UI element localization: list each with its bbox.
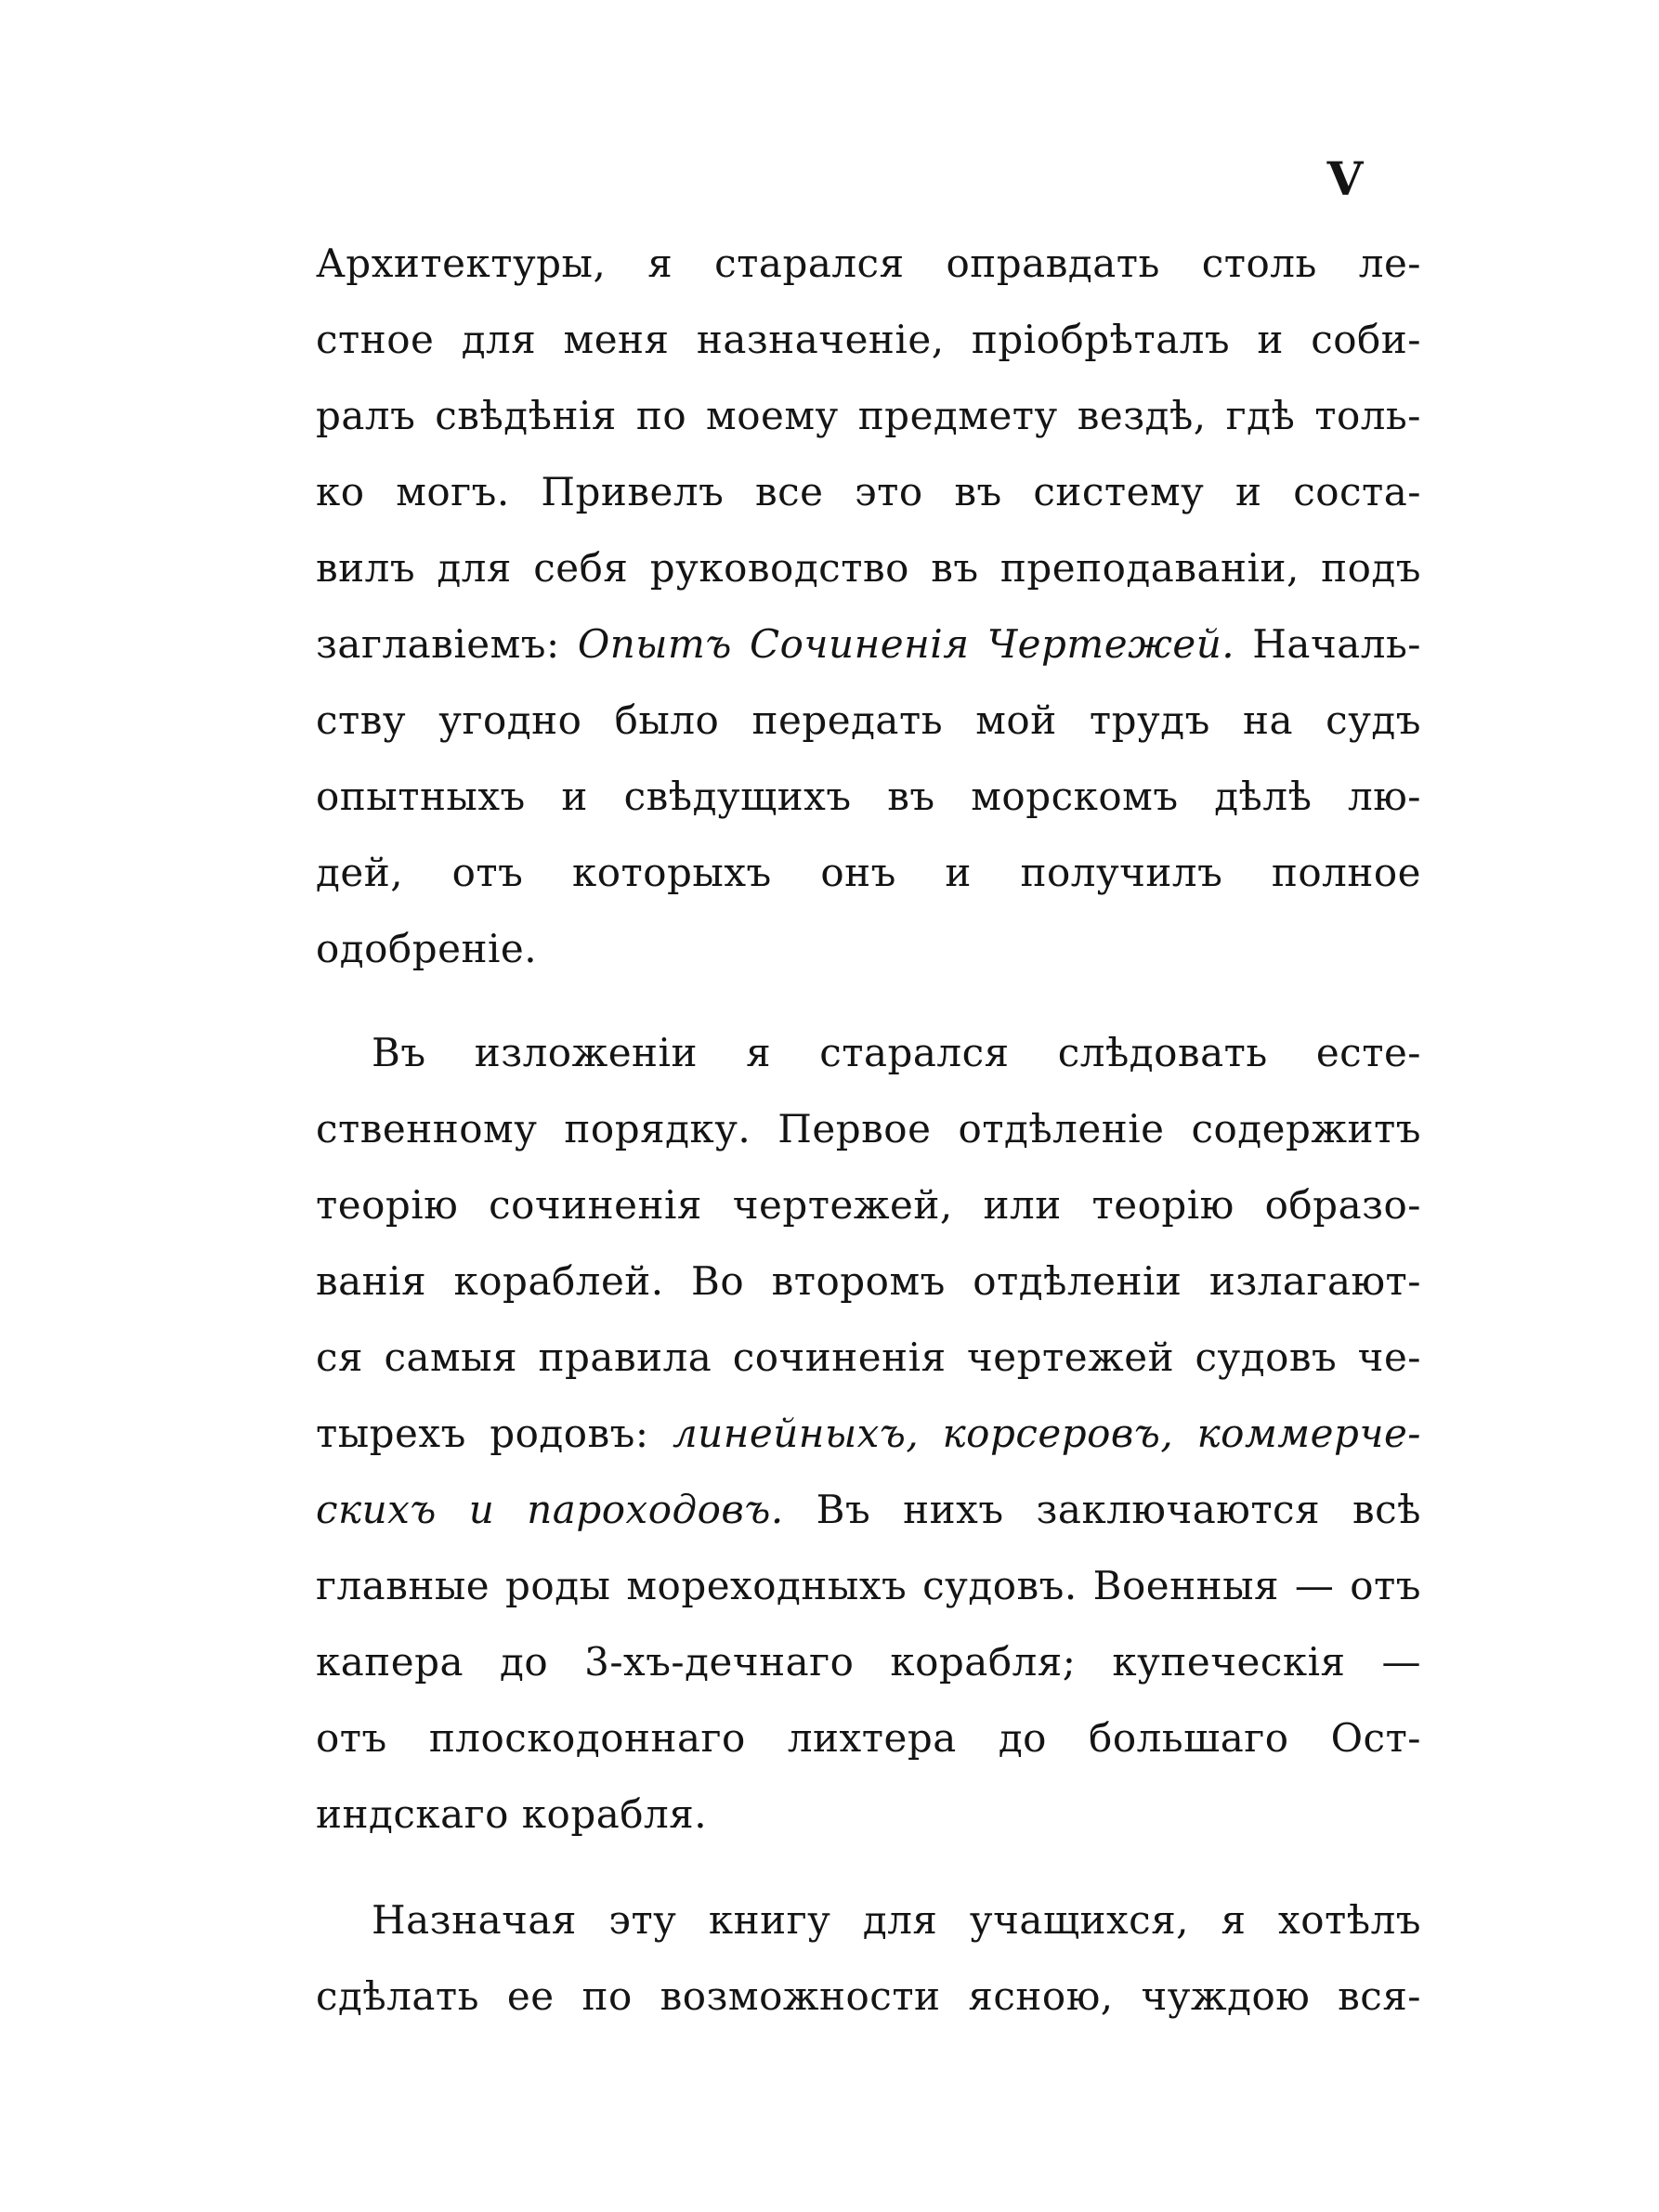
text-run: тырехъ родовъ: bbox=[316, 1411, 673, 1456]
text-line bbox=[316, 1473, 1421, 1547]
italic-ship-types: скихъ и пароходовъ. bbox=[316, 1487, 784, 1532]
text-line: Въ изложеніи я старался слѣдовать есте- bbox=[372, 1030, 1421, 1075]
text-line: ралъ свѣдѣнія по моему предмету вездѣ, гдѣ толь- bbox=[316, 393, 1421, 438]
text-run: Началь- bbox=[1234, 621, 1421, 667]
text-line: Архитектуры, я старался оправдать столь ле- bbox=[316, 241, 1421, 286]
italic-ship-types: линейныхъ, корсеровъ, коммерче- bbox=[672, 1411, 1421, 1456]
text-line: вилъ для себя руководство въ преподаваніи, подъ bbox=[316, 545, 1421, 591]
text-line: ванія кораблей. Во второмъ отдѣленіи излагают- bbox=[316, 1258, 1421, 1304]
text-line: Назначая эту книгу для учащихся, я хотѣлъ bbox=[372, 1897, 1421, 1943]
text-line: главные роды мореходныхъ судовъ. Военныя — отъ bbox=[316, 1563, 1421, 1608]
text-line: стное для меня назначеніе, пріобрѣталъ и соби- bbox=[316, 317, 1421, 362]
text-line: дей, отъ которыхъ онъ и получилъ полное bbox=[316, 850, 1421, 895]
text-line: опытныхъ и свѣдущихъ въ морскомъ дѣлѣ лю- bbox=[316, 774, 1421, 819]
text-line: теорію сочиненія чертежей, или теорію образо- bbox=[316, 1182, 1421, 1228]
text-line: индскаго корабля. bbox=[316, 1791, 708, 1837]
text-line: ственному порядку. Первое отдѣленіе содержитъ bbox=[316, 1106, 1421, 1152]
text-line: ко могъ. Привелъ все это въ систему и соста- bbox=[316, 469, 1421, 514]
text-line: отъ плоскодоннаго лихтера до большаго Ост- bbox=[316, 1715, 1421, 1761]
text-line: ся самыя правила сочиненія чертежей судовъ че- bbox=[316, 1334, 1421, 1380]
text-line: одобреніе. bbox=[316, 926, 538, 971]
text-line: капера до 3-хъ-дечнаго корабля; купеческія — bbox=[316, 1639, 1421, 1685]
text-line bbox=[316, 607, 1421, 682]
page-number: V bbox=[1326, 151, 1364, 206]
text-run: Въ нихъ заключаются всѣ bbox=[783, 1487, 1422, 1532]
text-line: сдѣлать ее по возможности ясною, чуждою вся- bbox=[316, 1973, 1421, 2019]
text-line bbox=[316, 1397, 1421, 1471]
text-line: ству угодно было передать мой трудъ на судъ bbox=[316, 697, 1421, 743]
text-run: заглавіемъ: bbox=[316, 621, 578, 667]
italic-title: Опытъ Сочиненія Чертежей. bbox=[577, 621, 1235, 667]
